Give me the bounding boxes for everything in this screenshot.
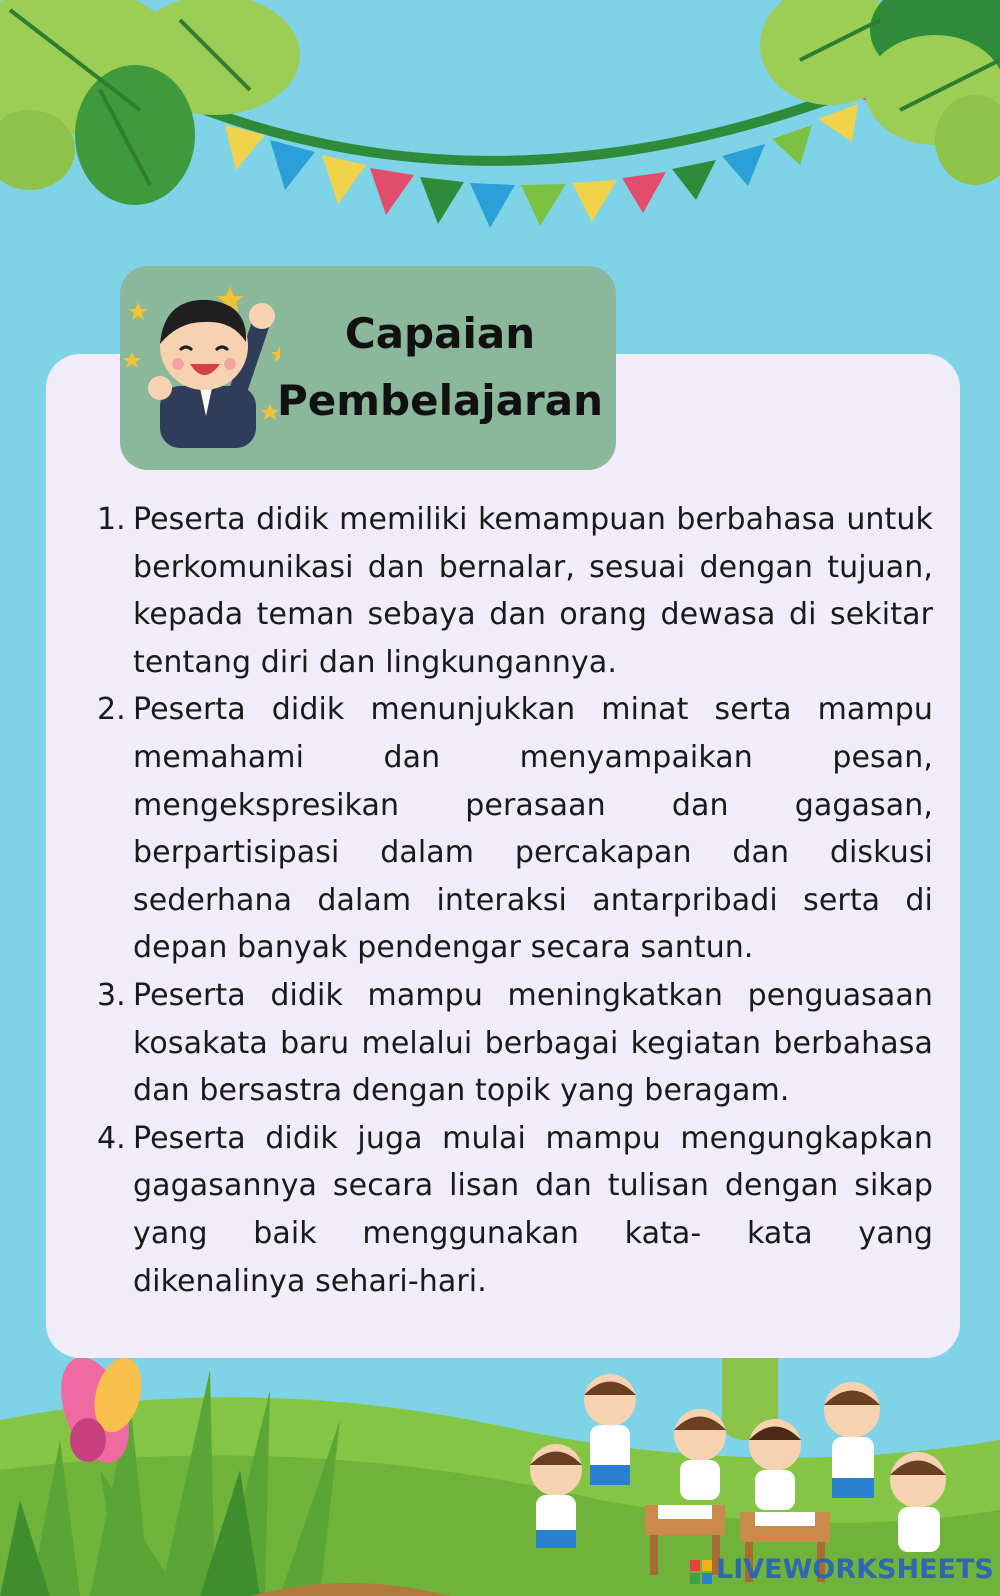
tropical-leaf-icon: [0, 0, 300, 205]
item-text: Peserta didik menunjukkan minat serta mampu memahami dan menyampaikan pesan, mengekspresikan perasaan dan gagasan, berpartisipasi dalam percakapan dan diskusi sederhana dalam interaksi antarpribadi serta di depan banyak pendengar secara santun.: [133, 692, 933, 966]
title-line-1: Capaian: [344, 309, 536, 358]
item-number: 1.: [97, 502, 126, 537]
list-item: [97, 1115, 933, 1305]
item-text: Peserta didik memiliki kemampuan berbahasa untuk berkomunikasi dan bernalar, sesuai dengan tujuan, kepada teman sebaya dan orang dewasa di sekitar tentang diri dan lingkungannya.: [133, 502, 933, 680]
title-line-2: Pembelajaran: [276, 376, 603, 425]
item-number: 4.: [97, 1120, 126, 1156]
list-item: [97, 496, 933, 686]
item-number: 2.: [97, 692, 126, 728]
watermark: LIVEWORKSHEETS: [716, 1554, 994, 1585]
item-number: 3.: [97, 977, 126, 1013]
list-item: [97, 686, 933, 972]
list-item: [97, 972, 933, 1115]
learning-outcomes-list: [97, 496, 933, 1305]
item-text: Peserta didik juga mulai mampu mengungkapkan gagasannya secara lisan dan tulisan dengan sikap yang baik menggunakan kata- kata yang dikenalinya sehari-hari.: [133, 1120, 933, 1299]
liveworksheets-logo-icon: [690, 1560, 712, 1584]
page-title: [270, 300, 610, 434]
cheering-student-icon: [120, 266, 280, 470]
item-text: Peserta didik mampu meningkatkan penguasaan kosakata baru melalui berbagai kegiatan berbahasa dan bersastra dengan topik yang beragam.: [133, 977, 933, 1109]
